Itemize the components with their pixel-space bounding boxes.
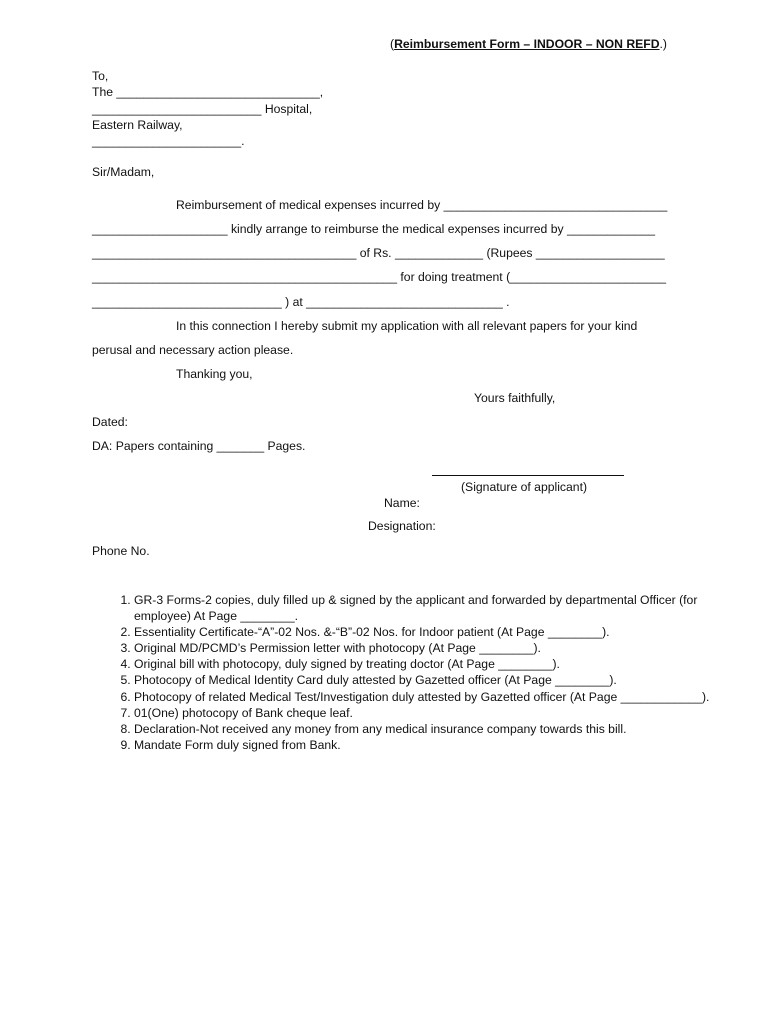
papers-count: DA: Papers containing _______ Pages. [92, 439, 306, 453]
list-item: 1. GR-3 Forms-2 copies, duly filled up & signed by the applicant and forwarded by departmental Officer (for employee) At Page ________. [134, 592, 734, 624]
list-item: 4. Original bill with photocopy, duly signed by treating doctor (At Page ________). [134, 656, 734, 672]
form-title: Reimbursement Form – INDOOR – NON REFD [394, 37, 660, 51]
name-label: Name: [384, 496, 420, 510]
body-line-4: _____________________________________________ for doing treatment (_______________________ [92, 270, 667, 284]
body-line-2: ____________________ kindly arrange to reimburse the medical expenses incurred by _____________ [92, 222, 656, 236]
yours-faithfully: Yours faithfully, [474, 391, 556, 405]
designation-label: Designation: [368, 519, 436, 533]
address-the: The ______________________________, [92, 85, 324, 99]
body-line-3: _______________________________________ of Rs. _____________ (Rupees ___________________ [92, 246, 665, 260]
address-hospital: _________________________ Hospital, [92, 102, 313, 116]
list-item: 3. Original MD/PCMD’s Permission letter with photocopy (At Page ________). [134, 640, 734, 656]
list-item: 7. 01(One) photocopy of Bank cheque leaf. [134, 705, 734, 721]
body-line-1: Reimbursement of medical expenses incurred by _________________________________ [176, 198, 668, 212]
signature-caption: (Signature of applicant) [461, 480, 588, 494]
header-close-paren: .) [659, 37, 667, 51]
list-item: 9. Mandate Form duly signed from Bank. [134, 737, 734, 753]
list-item: 5. Photocopy of Medical Identity Card duly attested by Gazetted officer (At Page ________). [134, 672, 734, 688]
salutation: Sir/Madam, [92, 165, 155, 179]
address-place: ______________________. [92, 134, 245, 148]
header-open-paren: ( [390, 37, 395, 51]
body-line-5: ____________________________ ) at _____________________________ . [92, 295, 510, 309]
list-item: 6. Photocopy of related Medical Test/Investigation duly attested by Gazetted officer (At Page ____________). [134, 689, 734, 705]
body-para2-line-1: In this connection I hereby submit my application with all relevant papers for your kind [176, 319, 638, 333]
list-item: 8. Declaration-Not received any money from any medical insurance company towards this bill. [134, 721, 734, 737]
dated-label: Dated: [92, 415, 128, 429]
list-item: 2. Essentiality Certificate-“A”-02 Nos. &-“B”-02 Nos. for Indoor patient (At Page ________). [134, 624, 734, 640]
thanking-you: Thanking you, [176, 367, 253, 381]
documents-list [110, 592, 734, 753]
signature-line [432, 475, 624, 476]
body-para2-line-2: perusal and necessary action please. [92, 343, 294, 357]
address-to: To, [92, 69, 109, 83]
phone-label: Phone No. [92, 544, 150, 558]
form-header [390, 36, 667, 52]
address-railway: Eastern Railway, [92, 118, 183, 132]
